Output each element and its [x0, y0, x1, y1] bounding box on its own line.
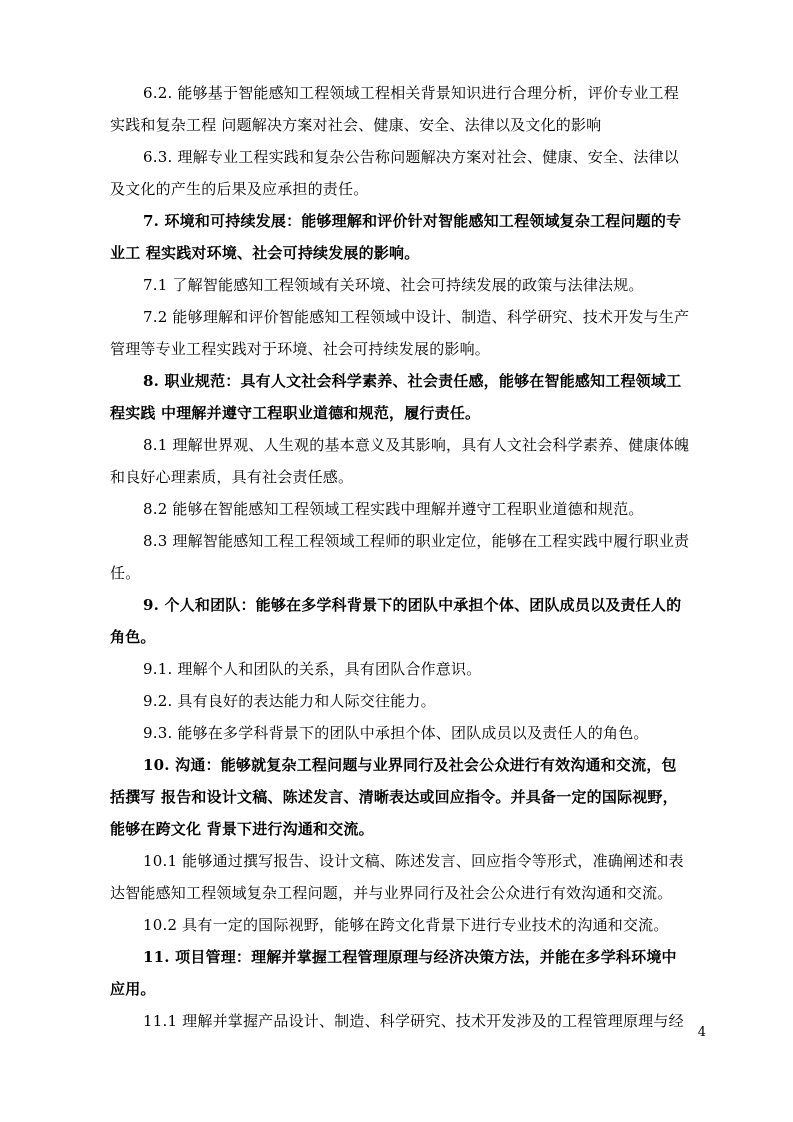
text-line-20: 9.2. 具有良好的表达能力和人际交往能力。: [143, 692, 436, 710]
text-line-30: 11.1 理解并掌握产品设计、制造、科学研究、技术开发涉及的工程管理原理与经: [143, 1012, 684, 1030]
section-11-heading-line-2: 应用。: [110, 980, 156, 998]
text-line-8: 7.2 能够理解和评价智能感知工程领域中设计、制造、科学研究、技术开发与生产: [143, 308, 690, 326]
text-line-15: 8.3 理解智能感知工程工程领域工程师的职业定位，能够在工程实践中履行职业责: [143, 532, 690, 550]
section-8-heading-line-2: 程实践 中理解并遵守工程职业道德和规范，履行责任。: [110, 404, 481, 422]
section-9-heading-line-1: 9. 个人和团队：能够在多学科背景下的团队中承担个体、团队成员以及责任人的: [143, 596, 682, 614]
text-line-12: 8.1 理解世界观、人生观的基本意义及其影响，具有人文社会科学素养、健康体魄: [143, 436, 690, 454]
text-line-21: 9.3. 能够在多学科背景下的团队中承担个体、团队成员以及责任人的角色。: [143, 724, 649, 742]
section-7-heading-line-2: 业工 程实践对环境、社会可持续发展的影响。: [110, 244, 420, 262]
text-line-19: 9.1. 理解个人和团队的关系，具有团队合作意识。: [143, 660, 482, 678]
text-line-7: 7.1 了解智能感知工程领域有关环境、社会可持续发展的政策与法律法规。: [143, 276, 644, 294]
section-9-heading-line-2: 角色。: [110, 628, 156, 646]
text-line-4: 及文化的产生的后果及应承担的责任。: [110, 180, 369, 198]
text-line-25: 10.1 能够通过撰写报告、设计文稿、陈述发言、回应指令等形式，准确阐述和表: [143, 852, 684, 870]
text-line-2: 实践和复杂工程 问题解决方案对社会、健康、安全、法律以及文化的影响: [110, 116, 602, 134]
section-10-heading-line-3: 能够在跨文化 背景下进行沟通和交流。: [110, 820, 374, 838]
text-line-27: 10.2 具有一定的国际视野，能够在跨文化背景下进行专业技术的沟通和交流。: [143, 916, 669, 934]
text-line-1: 6.2. 能够基于智能感知工程领域工程相关背景知识进行合理分析，评价专业工程: [143, 84, 679, 102]
text-line-9: 管理等专业工程实践对于环境、社会可持续发展的影响。: [110, 340, 491, 358]
section-10-heading-line-1: 10. 沟通：能够就复杂工程问题与业界同行及社会公众进行有效沟通和交流，包: [143, 756, 677, 774]
text-line-13: 和良好心理素质，具有社会责任感。: [110, 468, 354, 486]
text-line-3: 6.3. 理解专业工程实践和复杂公告称问题解决方案对社会、健康、安全、法律以: [143, 148, 679, 166]
text-line-14: 8.2 能够在智能感知工程领域工程实践中理解并遵守工程职业道德和规范。: [143, 500, 644, 518]
text-line-16: 任。: [110, 564, 141, 582]
section-10-heading-line-2: 括撰写 报告和设计文稿、陈述发言、清晰表达或回应指令。并具备一定的国际视野，: [110, 788, 678, 806]
page-number: 4: [697, 1025, 706, 1040]
text-line-26: 达智能感知工程领域复杂工程问题，并与业界同行及社会公众进行有效沟通和交流。: [110, 884, 673, 902]
section-11-heading-line-1: 11. 项目管理：理解并掌握工程管理原理与经济决策方法，并能在多学科环境中: [143, 948, 677, 966]
section-8-heading-line-1: 8. 职业规范：具有人文社会科学素养、社会责任感，能够在智能感知工程领域工: [143, 372, 682, 390]
section-7-heading-line-1: 7. 环境和可持续发展：能够理解和评价针对智能感知工程领域复杂工程问题的专: [143, 212, 682, 230]
